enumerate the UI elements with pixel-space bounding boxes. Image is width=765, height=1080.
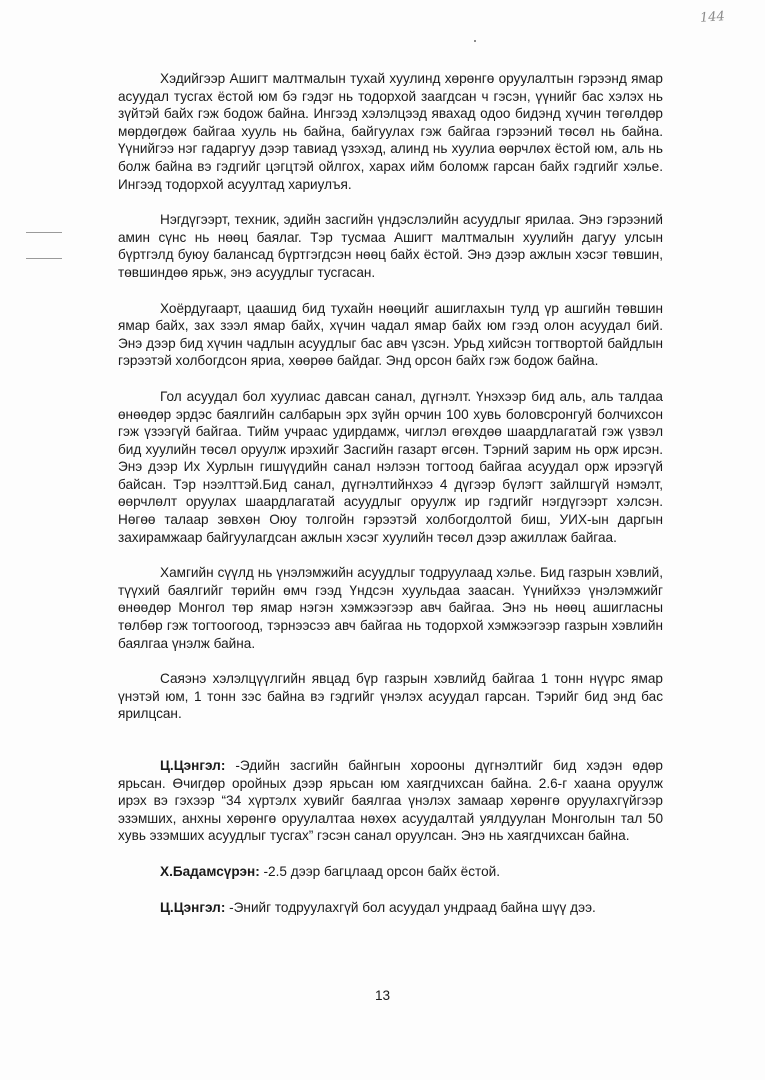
speech-paragraph — [118, 757, 663, 845]
speech-text: -Энийг тодруулахгүй бол асуудал ундраад байна шүү дээ. — [225, 899, 596, 915]
margin-mark — [26, 258, 62, 259]
page-number: 13 — [374, 988, 391, 1003]
speaker-name: Ц.Цэнгэл: — [160, 899, 226, 915]
speaker-name: Х.Бадамсүрэн: — [160, 863, 260, 879]
speech-paragraph — [118, 899, 663, 917]
paragraph: Нэгдүгээрт, техник, эдийн засгийн үндэслэлийн асуудлыг ярилаа. Энэ гэрээний амин сүнс нь нөөц баялаг. Тэр тусмаа Ашигт малтмалын хуулийн дагуу улсын бүртгэлд буюу балансад бүртгэгдсэн нөөц байх ёстой. Энэ дээр ажлын хэсэг төвшин, төвшиндөө ярьж, энэ асуудлыг тусгасан. — [118, 212, 663, 280]
speech-text: -Эдийн засгийн байнгын хорооны дүгнэлтийг бид хэдэн өдөр ярьсан. Өчигдөр оройных дээр ярьсан юм хаягдчихсан байна. 2.6-г хаана оруулж ирэх вэ гэхээр “34 хүртэлх хувийг баялгаа үнэлэх замаар хөрөнгө оруулахгүйгээр эзэмших, анхны хөрөнгө оруулалтаа нөхөх асуудалтай уялдуулан Монголын тал 50 хувь эзэмших асуудлыг тусгах” гэсэн санал оруулсан. Энэ нь хаягдчихсан байна. — [118, 758, 663, 844]
paragraph: Саяэнэ хэлэлцүүлгийн явцад бүр газрын хэвлийд байгаа 1 тонн нүүрс ямар үнэтэй юм, 1 тонн зэс байна вэ гэдгийг үнэлэх асуудал гарсан. Тэрийг бид энд бас ярилцсан. — [118, 671, 663, 722]
paragraph: Хамгийн сүүлд нь үнэлэмжийн асуудлыг тодруулаад хэлье. Бид газрын хэвлий, түүхий баялгийг төрийн өмч гээд Үндсэн хуульдаа заасан. Үүнийхээ үнэлэмжийг өнөөдөр Монгол төр ямар нэгэн хэмжээгээр авч байгаа. Энэ нь нөөц ашигласны төлбөр гэж тогтоогоод, тэрнээсээ авч байгаа нь тодорхой хэмжээгээр газрын хэвлийн баялгаа үнэлж байна. — [118, 565, 663, 651]
speech-text: -2.5 дээр багцлаад орсон байх ёстой. — [259, 863, 501, 879]
paragraph: Хэдийгээр Ашигт малтмалын тухай хуулинд хөрөнгө оруулалтын гэрээнд ямар асуудал тусгах ёстой юм бэ гэдэг нь тодорхой заагдсан ч гэсэн, үүнийг бас хэлэх нь зүйтэй байх гэж бодож байна. Ингээд хэлэлцээд явахад одоо бидэнд хүчин төгөлдөр мөрдөгдөж байгаа хууль нь байна, байгуулах гэж байгаа гэрээний төсөл нь байна. Үүнийгээ нэг гадаргуу дээр тавиад үзэхэд, алинд нь хуулиа өөрчлөх ёстой юм, аль нь болж байна вэ гэдгийг цэгцтэй ойлгох, харах ийм боломж гарсан байх гэдгийг хэлье. Ингээд тодорхой асуултад хариулъя. — [118, 71, 663, 192]
paragraph: Гол асуудал бол хуулиас давсан санал, дүгнэлт. Үнэхээр бид аль, аль талдаа өнөөдөр эрдэс баялгийн салбарын эрх зүйн орчин 100 хувь боловсронгуй болчихсон гэж үзээгүй байгаа. Тийм учраас удирдамж, чиглэл өгөхдөө шаардлагатай гэж үзвэл бид хуулийн төсөл оруулж ирэхийг Засгийн газарт өгсөн. Тэрний зарим нь орж ирсэн. Энэ дээр Их Хурлын гишүүдийн санал нэлээн тогтоод байгаа асуудал орж ирээгүй байсан. Тэр нээлттэй.Бид санал, дүгнэлтийнхээ 4 дүгээр бүлэгт зайлшгүй нэмэлт, өөрчлөлт оруулах шаардлагатай асуудлыг оруулж ир гэдгийг нэгдүгээрт хэлсэн. Нөгөө талаар зөвхөн Оюу толгойн гэрээтэй холбогдолтой биш, УИХ-ын даргын захирамжаар байгуулагдсан ажлын хэсэг хуулийн төсөл дээр ажиллаж байгаа. — [118, 388, 663, 545]
paragraph: Хоёрдугаарт, цаашид бид тухайн нөөцийг ашиглахын тулд үр ашгийн төвшин ямар байх, зах зээл ямар байх, хүчин чадал ямар байх юм гээд олон асуудал бий. Энэ дээр бид хүчин чадлын асуудлыг бас авч үзсэн. Урьд хийсэн тогтвортой байдлын гэрээтэй холбогдсон яриа, хөөрөө байдаг. Энд орсон байх гэж бодож байна. — [118, 300, 663, 369]
handwritten-folio-number: 144 — [699, 9, 726, 26]
speech-paragraph — [118, 863, 663, 881]
speaker-name: Ц.Цэнгэл: — [160, 758, 226, 773]
margin-mark — [26, 232, 62, 233]
scan-speck — [474, 40, 476, 42]
document-body — [118, 70, 663, 934]
